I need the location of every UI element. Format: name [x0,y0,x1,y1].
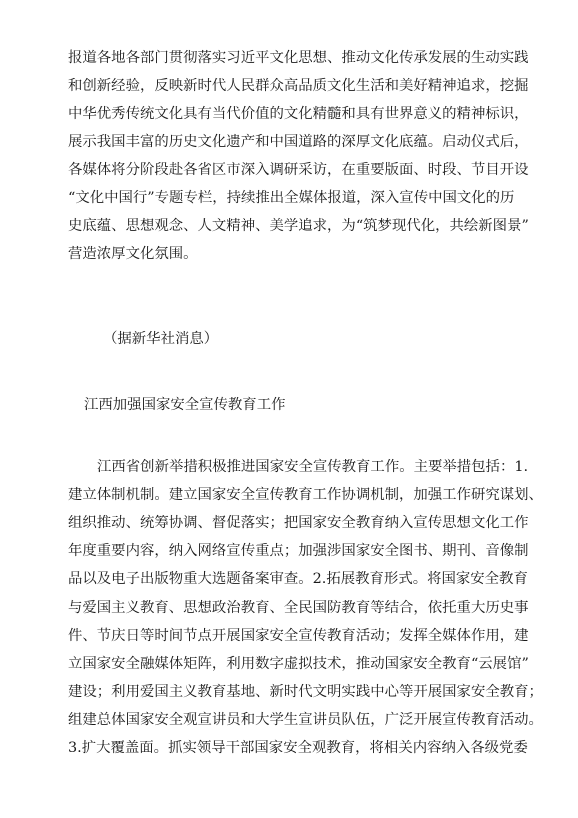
text-line: 中华优秀传统文化具有当代价值的文化精髓和具有世界意义的精神标识， [68,106,529,122]
text-line: 组织推动、统筹协调、督促落实；把国家安全教育纳入宣传思想文化工作 [68,515,529,531]
text-line: 建立体制机制。建立国家安全宣传教育工作协调机制，加强工作研究谋划、 [68,487,543,503]
text-line: 营造浓厚文化氛围。 [68,246,198,262]
section-title: 江西加强国家安全宣传教育工作 [84,397,286,413]
text-line: 年度重要内容，纳入网络宣传重点；加强涉国家安全图书、期刊、音像制 [68,543,529,559]
text-line: 组建总体国家安全观宣讲员和大学生宣讲员队伍，广泛开展宣传教育活动。 [68,712,543,728]
text-line: 建设；利用爱国主义教育基地、新时代文明实践中心等开展国家安全教育； [68,684,543,700]
text-line: 展示我国丰富的历史文化遗产和中国道路的深厚文化底蕴。启动仪式后， [68,134,529,150]
text-line: 品以及电子出版物重大选题备案审查。2.拓展教育形式。将国家安全教育 [68,571,528,587]
text-line: 和创新经验，反映新时代人民群众高品质文化生活和美好精神追求，挖掘 [68,78,529,94]
text-line: 与爱国主义教育、思想政治教育、全民国防教育等结合，依托重大历史事 [68,600,529,616]
source-note: （据新华社消息） [103,331,219,347]
text-line: 史底蕴、思想观念、人文精神、美学追求，为“筑梦现代化，共绘新图景” [68,218,529,234]
text-line: 3.扩大覆盖面。抓实领导干部国家安全观教育，将相关内容纳入各级党委 [68,740,528,756]
text-line: 件、节庆日等时间节点开展国家安全宣传教育活动；发挥全媒体作用，建 [68,628,529,644]
text-line: 江西省创新举措积极推进国家安全宣传教育工作。主要举措包括：1. [97,459,529,475]
text-line: 报道各地各部门贯彻落实习近平文化思想、推动文化传承发展的生动实践 [68,50,529,66]
text-line: 立国家安全融媒体矩阵，利用数字虚拟技术，推动国家安全教育“云展馆” [68,656,529,672]
text-line: 各媒体将分阶段赴各省区市深入调研采访，在重要版面、时段、节目开设 [68,162,529,178]
text-line: “文化中国行”专题专栏，持续推出全媒体报道，深入宣传中国文化的历 [68,190,515,206]
